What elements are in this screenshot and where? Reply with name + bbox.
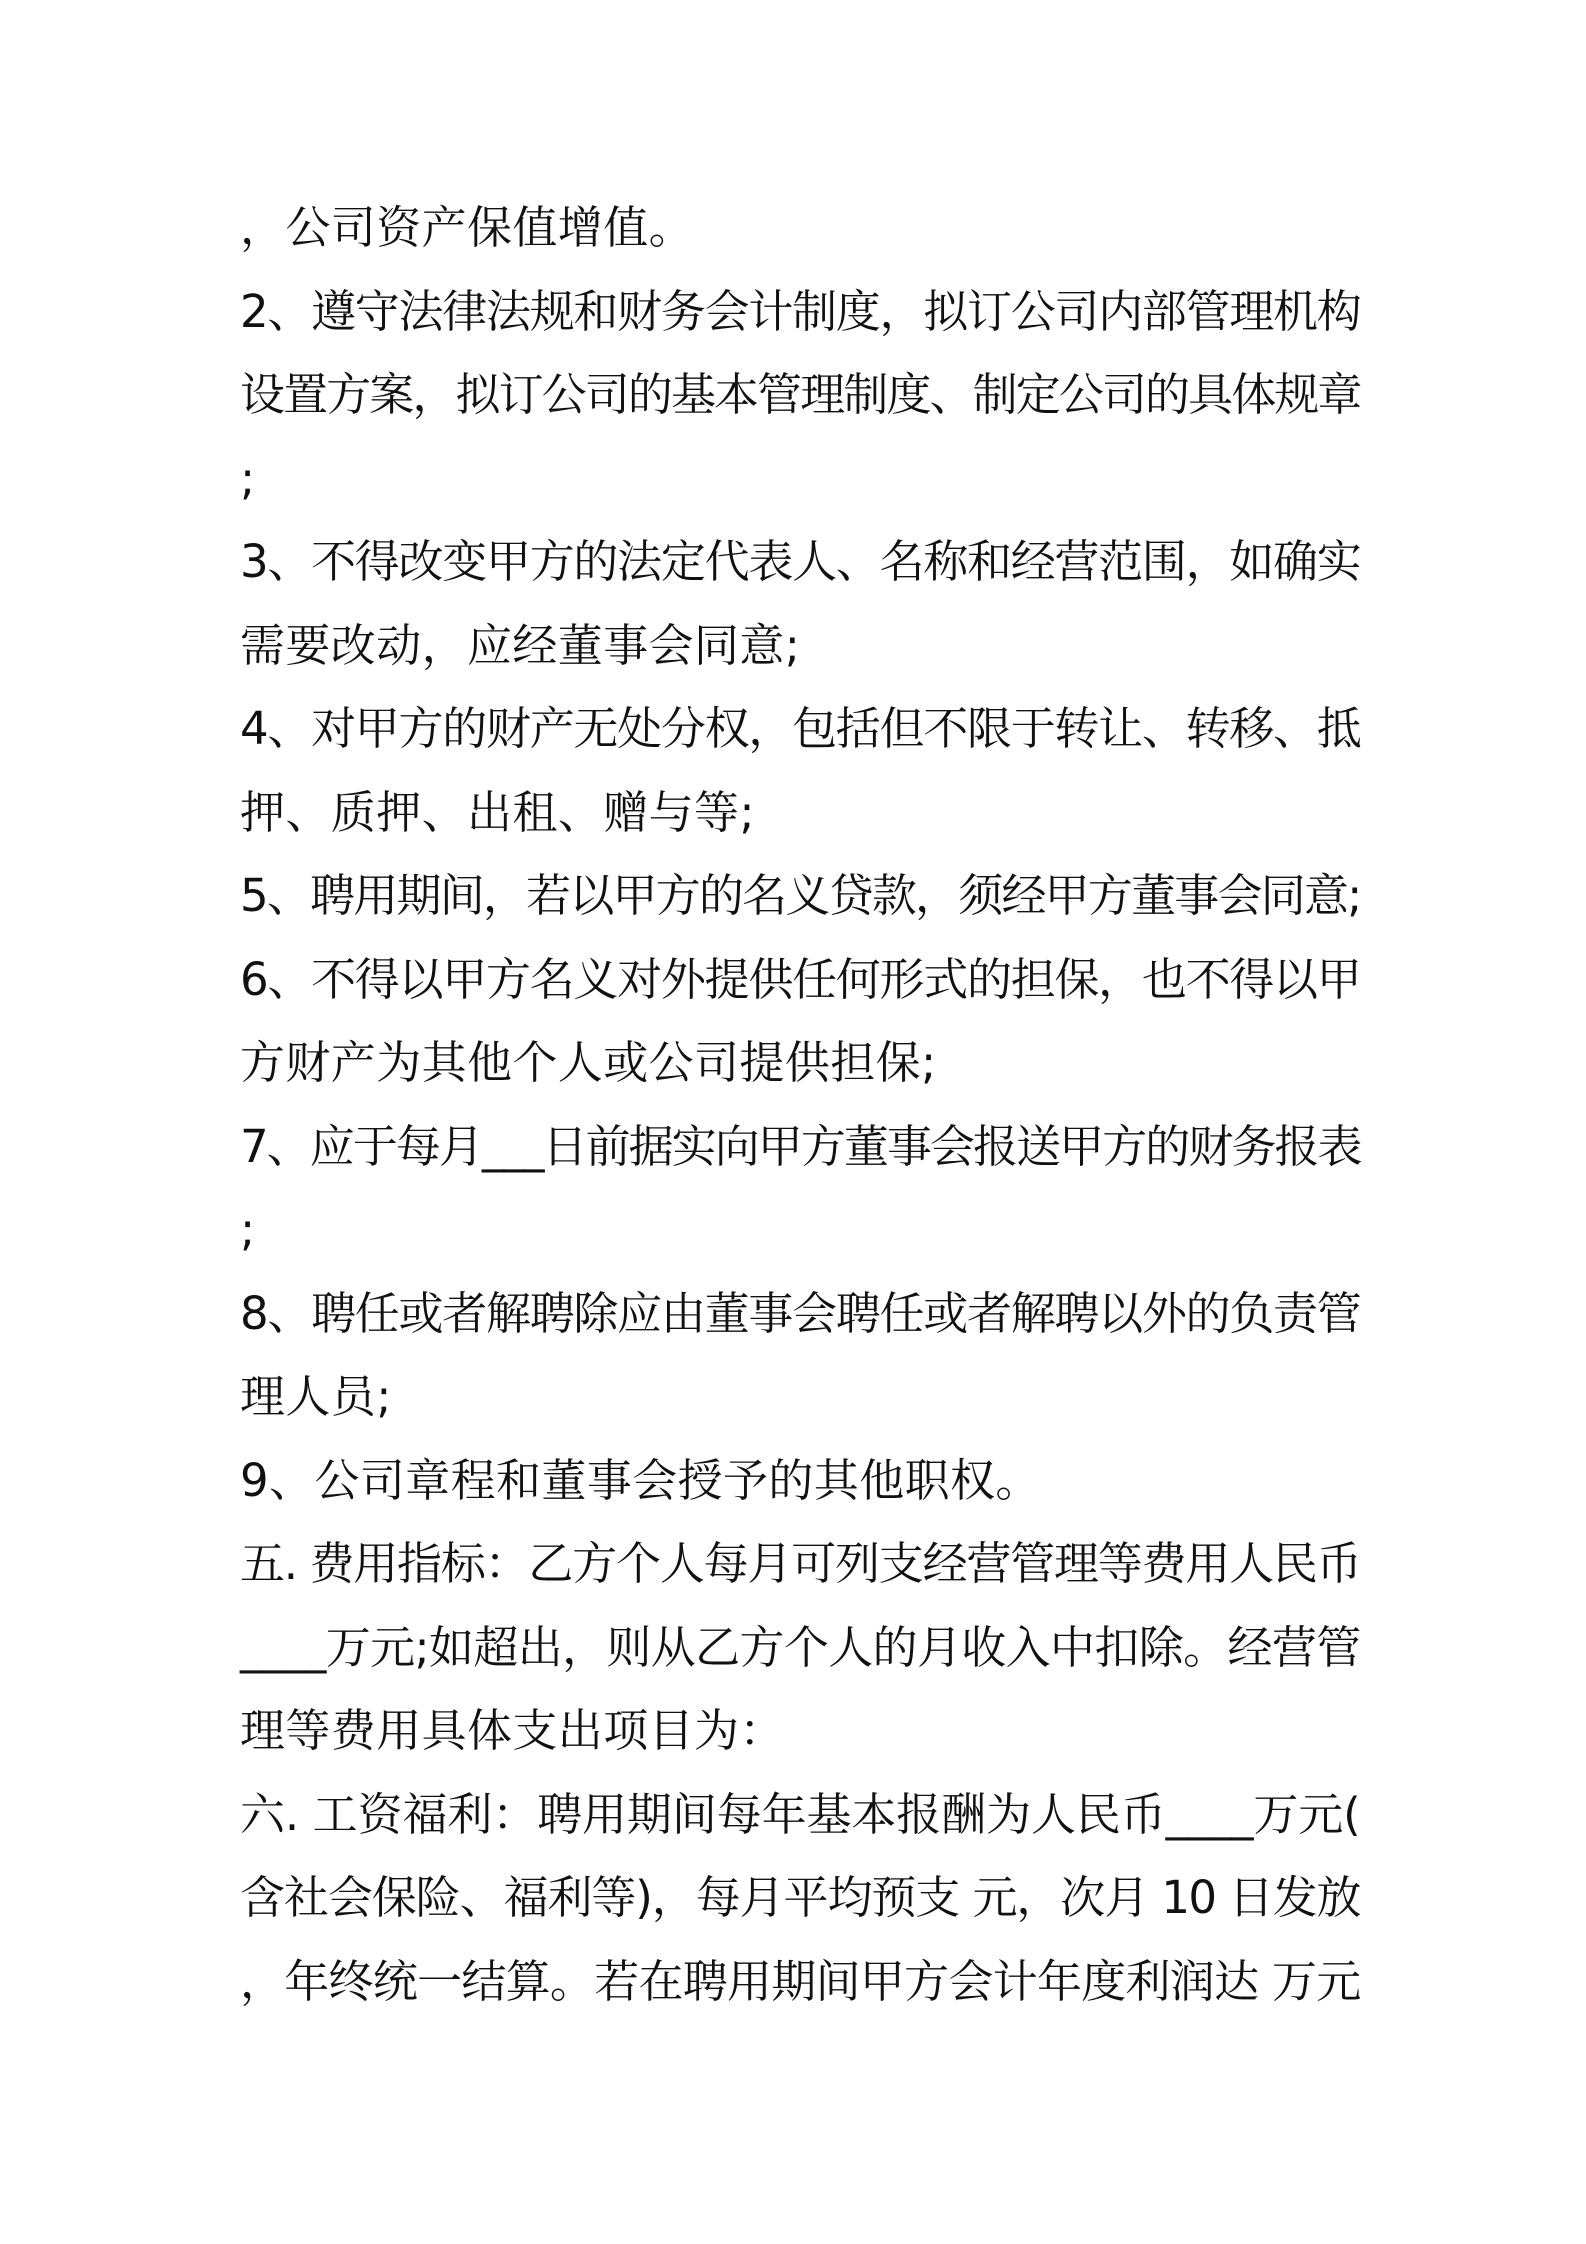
text-line-5: 3、不得改变甲方的法定代表人、名称和经营范围，如确实 xyxy=(240,535,1360,588)
text-line-19: 理等费用具体支出项目为： xyxy=(240,1704,785,1757)
text-line-7: 4、对甲方的财产无处分权，包括但不限于转让、转移、抵 xyxy=(240,702,1360,755)
text-line-22: ，年终统一结算。若在聘用期间甲方会计年度利润达 万元 xyxy=(240,1954,1360,2008)
text-line-8: 押、质押、出租、赠与等; xyxy=(240,785,755,839)
text-line-20: 六. 工资福利：聘用期间每年基本报酬为人民币____万元( xyxy=(240,1787,1360,1841)
text-line-16: 9、公司章程和董事会授予的其他职权。 xyxy=(240,1453,1041,1507)
text-line-1: ，公司资产保值增值。 xyxy=(240,201,695,254)
text-line-9: 5、聘用期间，若以甲方的名义贷款，须经甲方董事会同意; xyxy=(240,869,1360,922)
text-line-4: ; xyxy=(240,451,256,505)
text-line-15: 理人员; xyxy=(240,1370,392,1423)
document-body xyxy=(240,186,1360,2023)
text-line-3: 设置方案，拟订公司的基本管理制度、制定公司的具体规章 xyxy=(240,368,1360,421)
text-line-14: 8、聘任或者解聘除应由董事会聘任或者解聘以外的负责管 xyxy=(240,1286,1360,1340)
text-line-18: ____万元;如超出，则从乙方个人的月收入中扣除。经营管 xyxy=(240,1620,1360,1674)
text-line-12: 7、应于每月___日前据实向甲方董事会报送甲方的财务报表 xyxy=(240,1119,1360,1173)
text-line-13: ; xyxy=(240,1203,256,1256)
text-line-2: 2、遵守法律法规和财务会计制度，拟订公司内部管理机构 xyxy=(240,284,1360,338)
text-line-17: 五. 费用指标：乙方个人每月可列支经营管理等费用人民币 xyxy=(240,1537,1360,1590)
text-line-11: 方财产为其他个人或公司提供担保; xyxy=(240,1036,937,1089)
text-line-21: 含社会保险、福利等)，每月平均预支 元，次月 10 日发放 xyxy=(240,1871,1360,1924)
text-line-6: 需要改动，应经董事会同意; xyxy=(240,618,801,672)
text-line-10: 6、不得以甲方名义对外提供任何形式的担保，也不得以甲 xyxy=(240,952,1360,1006)
